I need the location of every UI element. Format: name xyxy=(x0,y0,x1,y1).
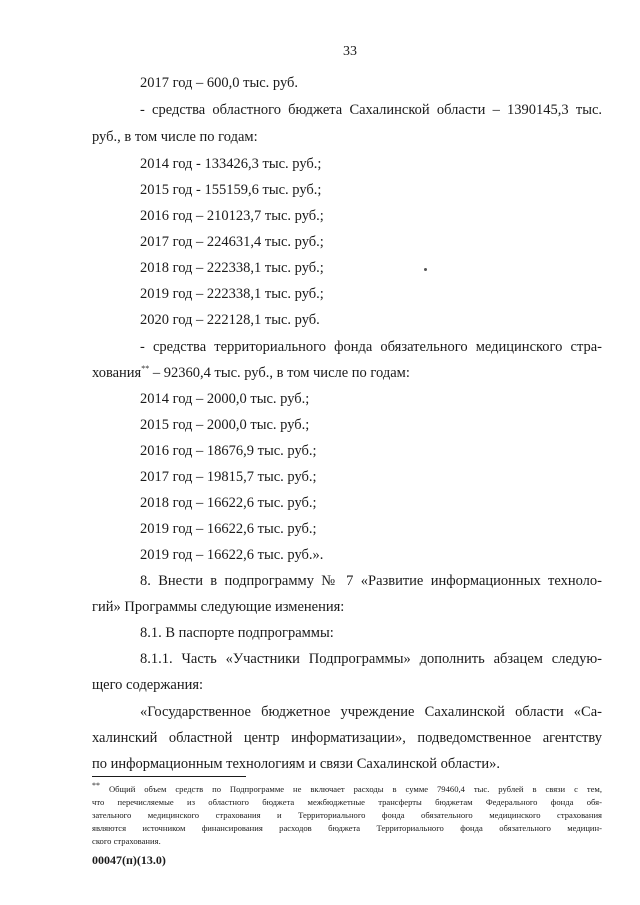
text-line xyxy=(92,364,410,382)
footnote-line: являются источником финансирования расходов бюджета Территориального фонда обязательного медицин- xyxy=(92,823,602,833)
text-line: по информационным технологиям и связи Сахалинской области». xyxy=(92,756,500,772)
text-line: халинский областной центр информатизации», подведомственное агентству xyxy=(92,730,602,746)
footnote-reference: ** xyxy=(141,364,150,374)
page-number: 33 xyxy=(343,44,357,59)
document-code: 00047(п)(13.0) xyxy=(92,853,166,867)
budget-year-line: 2019 год – 16622,6 тыс. руб.». xyxy=(140,547,324,563)
footnote-divider xyxy=(92,776,246,777)
text-line: щего содержания: xyxy=(92,677,204,693)
budget-year-line: 2019 год – 222338,1 тыс. руб.; xyxy=(140,286,324,302)
footnote-text: Общий объем средств по Подпрограмме не включает расходы в сумме 79460,4 тыс. рублей в связи с тем, xyxy=(108,784,602,794)
budget-year-line: 2018 год – 16622,6 тыс. руб.; xyxy=(140,495,317,511)
text-line: - средства областного бюджета Сахалинской области – 1390145,3 тыс. xyxy=(140,102,602,118)
text-line: гий» Программы следующие изменения: xyxy=(92,599,345,615)
scan-speck xyxy=(424,268,427,271)
text-fragment: – 92360,4 тыс. руб., в том числе по годам: xyxy=(152,365,410,381)
budget-year-line: 2016 год – 210123,7 тыс. руб.; xyxy=(140,208,324,224)
budget-year-line: 2014 год - 133426,3 тыс. руб.; xyxy=(140,156,322,172)
footnote-marker: ** xyxy=(92,781,100,791)
budget-year-line: 2017 год – 19815,7 тыс. руб.; xyxy=(140,469,317,485)
text-line: руб., в том числе по годам: xyxy=(92,129,258,145)
text-line: 2017 год – 600,0 тыс. руб. xyxy=(140,75,299,91)
budget-year-line: 2015 год - 155159,6 тыс. руб.; xyxy=(140,182,322,198)
text-line: «Государственное бюджетное учреждение Сахалинской области «Са- xyxy=(140,704,602,720)
budget-year-line: 2015 год – 2000,0 тыс. руб.; xyxy=(140,417,310,433)
text-fragment: хования xyxy=(92,365,142,381)
budget-year-line: 2018 год – 222338,1 тыс. руб.; xyxy=(140,260,324,276)
budget-year-line: 2017 год – 224631,4 тыс. руб.; xyxy=(140,234,324,250)
text-line: - средства территориального фонда обязательного медицинского стра- xyxy=(140,339,602,355)
footnote-line xyxy=(92,781,602,795)
footnote-line: зательного медицинского страхования и Территориального фонда обязательного медицинского страхования xyxy=(92,810,602,820)
text-line: 8.1. В паспорте подпрограммы: xyxy=(140,625,334,641)
budget-year-line: 2019 год – 16622,6 тыс. руб.; xyxy=(140,521,317,537)
footnote-line: что перечисляемые из областного бюджета межбюджетные трансферты бюджетам Федерального фонда обя- xyxy=(92,797,602,807)
budget-year-line: 2016 год – 18676,9 тыс. руб.; xyxy=(140,443,317,459)
text-line: 8.1.1. Часть «Участники Подпрограммы» дополнить абзацем следую- xyxy=(140,651,602,667)
footnote-line: ского страхования. xyxy=(92,836,161,846)
budget-year-line: 2020 год – 222128,1 тыс. руб. xyxy=(140,312,320,328)
text-line: 8. Внести в подпрограмму № 7 «Развитие информационных техноло- xyxy=(140,573,602,589)
budget-year-line: 2014 год – 2000,0 тыс. руб.; xyxy=(140,391,310,407)
